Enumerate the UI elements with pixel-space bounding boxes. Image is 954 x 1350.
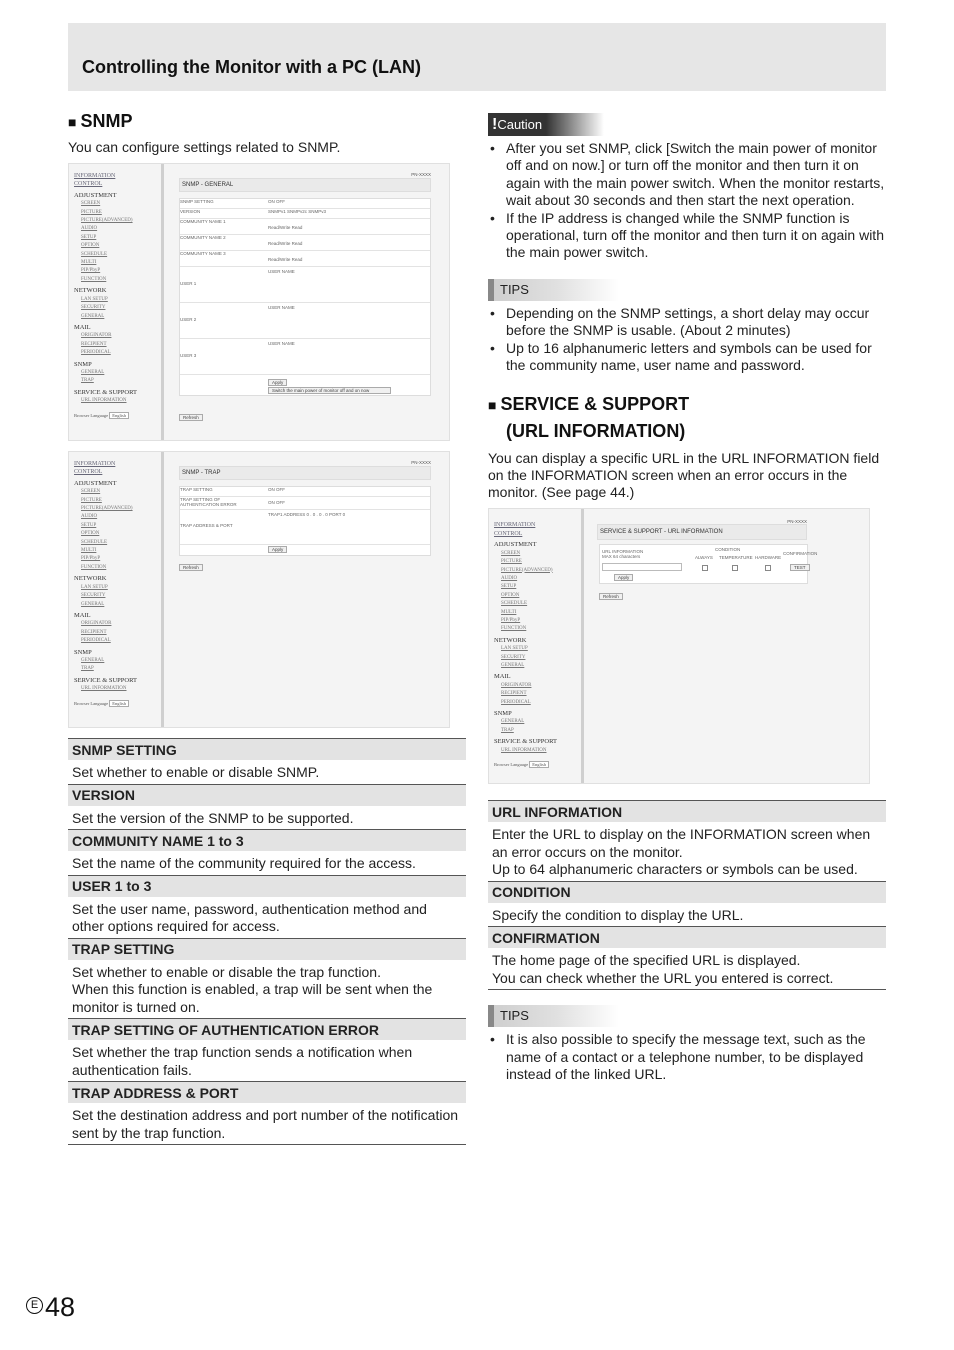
- page-number-text: 48: [45, 1292, 76, 1322]
- web-apply-button[interactable]: Apply: [268, 546, 287, 553]
- snmp-title: SNMP: [80, 111, 133, 131]
- nav-trap: TRAP: [81, 378, 94, 384]
- nav-information: INFORMATION: [74, 173, 116, 179]
- nav-browser-language: Browser Language: [74, 700, 109, 706]
- web-row-value: Read/Write Read: [268, 257, 303, 262]
- def-desc: Set the destination address and port number of the notification sent by the trap function.: [68, 1103, 466, 1145]
- web-nav: [69, 164, 164, 440]
- snmp-heading: ■ SNMP: [68, 111, 133, 131]
- nav-option: OPTION: [501, 592, 520, 598]
- web-row-value: USER NAME: [268, 305, 295, 310]
- web-row-value: ON OFF: [268, 500, 285, 505]
- nav-pip: PIP/PbyP: [501, 617, 521, 623]
- nav-picture-adv: PICTURE(ADVANCED): [81, 218, 133, 224]
- nav-adjustment: ADJUSTMENT: [494, 541, 537, 549]
- snmp-section: [68, 110, 466, 1145]
- web-row-value: ON OFF: [268, 487, 285, 492]
- nav-multi: MULTI: [81, 260, 97, 266]
- web-refresh-button[interactable]: Refresh: [179, 564, 203, 571]
- service-title-line1: SERVICE & SUPPORT: [500, 394, 690, 415]
- web-hardware-label: HARDWARE: [755, 555, 782, 561]
- nav-service: SERVICE & SUPPORT: [74, 388, 138, 396]
- web-temperature-label: TEMPERATURE: [719, 555, 753, 561]
- nav-browser-language: Browser Language: [74, 412, 109, 418]
- nav-picture-adv: PICTURE(ADVANCED): [501, 567, 553, 573]
- web-row-label: COMMUNITY NAME 3: [180, 251, 226, 256]
- web-test-button[interactable]: TEST: [790, 564, 810, 571]
- web-condition-label: CONDITION: [715, 547, 741, 553]
- right-column: [488, 113, 886, 1084]
- snmp-trap-screenshot: [68, 451, 450, 728]
- nav-service: SERVICE & SUPPORT: [494, 738, 558, 746]
- web-row-label: USER 3: [180, 353, 197, 358]
- nav-lan-setup: LAN SETUP: [81, 584, 108, 590]
- nav-setup: SETUP: [81, 522, 97, 528]
- web-url-label: URL INFORMATION: [602, 549, 644, 555]
- web-row-value: Read/Write Read: [268, 241, 303, 246]
- nav-schedule: SCHEDULE: [501, 601, 528, 607]
- web-row-label: TRAP ADDRESS & PORT: [180, 523, 233, 528]
- nav-audio: AUDIO: [81, 226, 98, 232]
- nav-mail: MAIL: [74, 611, 91, 619]
- web-row-label: COMMUNITY NAME 1: [180, 219, 226, 224]
- def-desc: Set the user name, password, authentication method and other options required for access.: [72, 900, 427, 934]
- web-model: PN-XXXX: [411, 172, 431, 177]
- nav-option: OPTION: [81, 531, 100, 537]
- nav-trap: TRAP: [501, 727, 514, 733]
- nav-originator: ORIGINATOR: [81, 621, 112, 627]
- nav-setup: SETUP: [81, 234, 97, 240]
- service-title-line2: (URL INFORMATION): [506, 421, 686, 442]
- web-always-label: ALWAYS: [695, 555, 713, 561]
- nav-periodical: PERIODICAL: [81, 638, 111, 644]
- tips-badge: [488, 279, 619, 301]
- nav-screen: SCREEN: [81, 201, 101, 207]
- web-snmp-form: [179, 198, 431, 396]
- caution-label: Caution: [497, 117, 543, 132]
- def-desc: Set whether to enable or disable SNMP.: [72, 764, 320, 780]
- nav-recipient: RECIPIENT: [81, 629, 107, 635]
- nav-control: CONTROL: [494, 530, 523, 537]
- nav-network: NETWORK: [74, 575, 107, 583]
- nav-snmp: SNMP: [74, 648, 92, 656]
- service-heading: ■ SERVICE & SUPPORT (URL INFORMATION): [488, 394, 690, 442]
- web-page-title: SNMP - TRAP: [182, 470, 221, 476]
- exclamation-icon: !: [492, 116, 498, 133]
- def-term: CONFIRMATION: [488, 927, 886, 949]
- nav-originator: ORIGINATOR: [501, 682, 532, 688]
- nav-control: CONTROL: [74, 181, 103, 188]
- nav-option: OPTION: [81, 243, 100, 249]
- nav-language-select: English: [109, 412, 129, 419]
- web-nav: [489, 509, 584, 783]
- web-row-label: TRAP SETTING OF AUTHENTICATION ERROR: [180, 497, 237, 507]
- def-term: URL INFORMATION: [488, 801, 886, 823]
- def-term: TRAP SETTING: [68, 938, 466, 960]
- nav-security: SECURITY: [501, 654, 526, 660]
- nav-picture: PICTURE: [81, 209, 102, 215]
- web-refresh-button[interactable]: Refresh: [599, 593, 623, 600]
- web-row-value: USER NAME: [268, 269, 295, 274]
- nav-general: GENERAL: [81, 601, 105, 607]
- web-url-input[interactable]: [602, 563, 682, 571]
- caution-item: • After you set SNMP, click [Switch the main power of monitor off and on now.] or turn off the monitor and then turn it on again with the main power switch. When the monitor restarts, wait about 30 seconds and then start the next operation.: [488, 140, 886, 210]
- nav-originator: ORIGINATOR: [81, 333, 112, 339]
- nav-setup: SETUP: [501, 584, 517, 590]
- def-term: COMMUNITY NAME 1 to 3: [68, 830, 466, 852]
- web-row-label: VERSION: [180, 209, 201, 214]
- def-desc: Specify the condition to display the URL.: [492, 906, 744, 923]
- web-page-title: SERVICE & SUPPORT - URL INFORMATION: [600, 529, 723, 536]
- page-title: Controlling the Monitor with a PC (LAN): [82, 57, 421, 77]
- nav-snmp: SNMP: [494, 710, 512, 717]
- web-apply-button[interactable]: Apply: [614, 574, 633, 581]
- web-trap-form: [179, 486, 431, 556]
- nav-general: GENERAL: [501, 662, 525, 668]
- always-checkbox[interactable]: [702, 565, 708, 571]
- nav-periodical: PERIODICAL: [501, 699, 531, 705]
- def-desc: The home page of the specified URL is displayed. You can check whether the URL you entered is correct.: [488, 948, 886, 990]
- nav-network: NETWORK: [494, 636, 527, 644]
- tips-item: • It is also possible to specify the message text, such as the name of a contact or a telephone number, to be displayed instead of the linked URL.: [488, 1031, 886, 1083]
- hardware-checkbox[interactable]: [765, 565, 771, 571]
- nav-snmp: SNMP: [74, 360, 92, 368]
- url-information-screenshot: [488, 508, 870, 784]
- web-row-value: SNMPv1 SNMPv2c SNMPv3: [268, 209, 327, 214]
- nav-recipient: RECIPIENT: [501, 691, 527, 697]
- nav-snmp-general: GENERAL: [501, 719, 525, 725]
- snmp-general-screenshot: [68, 163, 450, 441]
- web-apply-button[interactable]: Apply: [268, 379, 287, 386]
- nav-language-select: English: [529, 761, 549, 768]
- nav-audio: AUDIO: [81, 514, 98, 520]
- web-row-label: SNMP SETTING: [180, 199, 214, 204]
- def-term: CONDITION: [488, 881, 886, 903]
- web-title-bar: [179, 178, 431, 192]
- snmp-definitions: [68, 738, 466, 1145]
- def-desc: Set whether to enable or disable the trap function. When this function is enabled, a trap will be sent when the monitor is turned on.: [72, 963, 433, 1015]
- web-row-value: ON OFF: [268, 199, 285, 204]
- nav-lan-setup: LAN SETUP: [81, 296, 108, 302]
- nav-mail: MAIL: [74, 323, 91, 331]
- service-definitions: [488, 800, 886, 990]
- tips-item: • Depending on the SNMP settings, a short delay may occur before the SNMP is usable. (About 2 minutes): [488, 305, 886, 340]
- web-row-value: TRAP1 ADDRESS 0 . 0 . 0 . 0 PORT 0: [268, 512, 346, 517]
- temperature-checkbox[interactable]: [732, 565, 738, 571]
- nav-adjustment: ADJUSTMENT: [74, 191, 117, 199]
- nav-language-select: English: [109, 700, 129, 707]
- web-url-max-note: MAX 64 characters: [602, 554, 641, 560]
- nav-multi: MULTI: [501, 609, 517, 615]
- nav-information: INFORMATION: [74, 461, 116, 467]
- caution-list: [488, 140, 886, 262]
- def-desc: Enter the URL to display on the INFORMATION screen when an error occurs on the monitor. Up to 64 alphanumeric characters or symbols can be used.: [492, 826, 871, 878]
- nav-periodical: PERIODICAL: [81, 350, 111, 356]
- web-url-form: [599, 544, 818, 584]
- web-model: PN-XXXX: [787, 519, 807, 525]
- nav-mail: MAIL: [494, 673, 511, 681]
- nav-lan-setup: LAN SETUP: [501, 646, 528, 652]
- nav-pip: PIP/PbyP: [81, 556, 101, 562]
- web-title-bar: [179, 466, 431, 480]
- web-row-label: COMMUNITY NAME 2: [180, 235, 226, 240]
- web-row-value: USER NAME: [268, 341, 295, 346]
- def-term: USER 1 to 3: [68, 875, 466, 897]
- nav-schedule: SCHEDULE: [81, 539, 108, 545]
- web-row-label: USER 2: [180, 317, 197, 322]
- def-desc: Set whether the trap function sends a notification when authentication fails.: [72, 1044, 413, 1078]
- web-row-label: USER 1: [180, 281, 197, 286]
- nav-audio: AUDIO: [501, 575, 518, 581]
- nav-network: NETWORK: [74, 287, 107, 295]
- nav-pip: PIP/PbyP: [81, 268, 101, 274]
- nav-snmp-general: GENERAL: [81, 369, 105, 375]
- nav-trap: TRAP: [81, 666, 94, 672]
- nav-function: FUNCTION: [81, 276, 107, 282]
- tips-label: TIPS: [500, 1008, 529, 1024]
- def-desc: Set the version of the SNMP to be supported.: [72, 809, 354, 826]
- web-refresh-button[interactable]: Refresh: [179, 414, 203, 421]
- nav-picture-adv: PICTURE(ADVANCED): [81, 506, 133, 512]
- nav-information: INFORMATION: [494, 522, 536, 529]
- web-switch-power-button[interactable]: Switch the main power of monitor off and on now: [268, 387, 391, 394]
- web-row-value: Read/Write Read: [268, 225, 303, 230]
- nav-function: FUNCTION: [81, 564, 107, 570]
- snmp-intro: You can configure settings related to SNMP.: [68, 139, 341, 155]
- nav-url-info: URL INFORMATION: [81, 398, 127, 404]
- page-header: [68, 23, 886, 91]
- caution-badge: [488, 113, 604, 136]
- tips-list: [488, 305, 886, 375]
- nav-url-info: URL INFORMATION: [81, 686, 127, 692]
- tips-item: • Up to 16 alphanumeric letters and symbols can be used for the community name, user name and password.: [488, 340, 886, 375]
- nav-screen: SCREEN: [501, 550, 521, 556]
- web-model: PN-XXXX: [411, 460, 431, 465]
- nav-security: SECURITY: [81, 593, 106, 599]
- nav-function: FUNCTION: [501, 626, 527, 632]
- page-letter-badge: E: [26, 1297, 43, 1314]
- nav-browser-language: Browser Language: [494, 762, 529, 768]
- web-row-label: TRAP SETTING: [180, 487, 213, 492]
- nav-control: CONTROL: [74, 469, 103, 476]
- nav-recipient: RECIPIENT: [81, 341, 107, 347]
- web-confirmation-label: CONFIRMATION: [783, 551, 818, 557]
- nav-picture: PICTURE: [501, 559, 522, 565]
- web-nav: [69, 452, 164, 727]
- nav-screen: SCREEN: [81, 489, 101, 495]
- web-title-bar: [597, 524, 807, 540]
- caution-item: • If the IP address is changed while the SNMP function is operational, turn off the monitor and then turn it on again with the main power switch.: [488, 210, 886, 262]
- nav-multi: MULTI: [81, 548, 97, 554]
- tips-badge: [488, 1005, 619, 1027]
- tips-label: TIPS: [500, 281, 529, 297]
- page-number: [26, 1292, 75, 1323]
- def-term: TRAP ADDRESS & PORT: [68, 1082, 466, 1104]
- nav-schedule: SCHEDULE: [81, 251, 108, 257]
- nav-general: GENERAL: [81, 313, 105, 319]
- def-term: VERSION: [68, 784, 466, 806]
- service-intro: You can display a specific URL in the URL INFORMATION field on the INFORMATION screen when an error occurs in the monitor. (See page 44.): [488, 450, 880, 501]
- nav-security: SECURITY: [81, 305, 106, 311]
- tips-list: [488, 1031, 886, 1083]
- nav-picture: PICTURE: [81, 497, 102, 503]
- def-term: SNMP SETTING: [68, 739, 466, 761]
- nav-service: SERVICE & SUPPORT: [74, 676, 138, 684]
- web-page-title: SNMP - GENERAL: [182, 182, 234, 188]
- nav-snmp-general: GENERAL: [81, 657, 105, 663]
- nav-adjustment: ADJUSTMENT: [74, 479, 117, 487]
- nav-url-info: URL INFORMATION: [501, 747, 547, 753]
- def-desc: Set the name of the community required for the access.: [72, 855, 416, 871]
- def-term: TRAP SETTING OF AUTHENTICATION ERROR: [68, 1019, 466, 1041]
